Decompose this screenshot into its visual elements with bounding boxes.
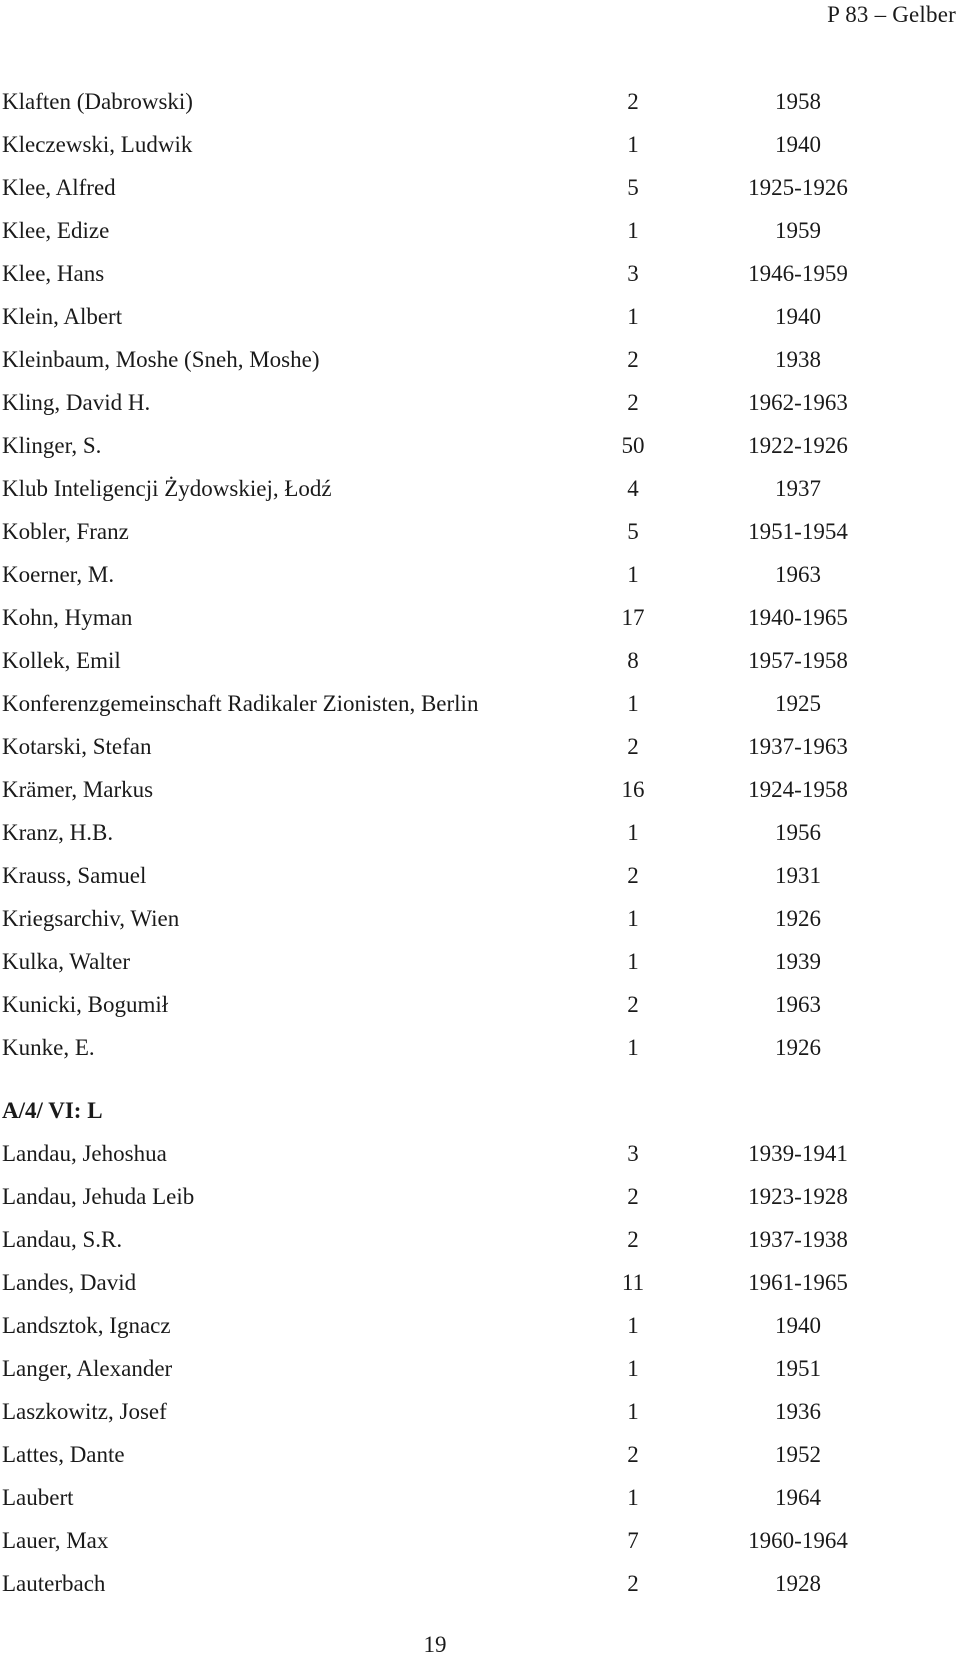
- entry-years: 1922-1926: [748, 433, 848, 458]
- table-row: [0, 641, 960, 684]
- entry-name: Kulka, Walter: [2, 949, 131, 974]
- entry-count: 1: [627, 820, 639, 845]
- entry-count: 1: [627, 132, 639, 157]
- entry-count: 1: [627, 304, 639, 329]
- entry-name: Klub Inteligencji Żydowskiej, Łodź: [2, 476, 332, 501]
- entry-name: Klee, Edize: [2, 218, 110, 243]
- table-row: [0, 211, 960, 254]
- entry-name: Kobler, Franz: [2, 519, 129, 544]
- entry-years: 1956: [775, 820, 821, 845]
- entry-count: 11: [621, 1270, 645, 1295]
- entry-name: Kotarski, Stefan: [2, 734, 152, 759]
- entry-count: 1: [627, 562, 639, 587]
- table-row: [0, 942, 960, 985]
- table-row: [0, 340, 960, 383]
- table-row: [0, 82, 960, 125]
- entry-name: Lattes, Dante: [2, 1442, 125, 1467]
- table-row: [0, 168, 960, 211]
- entry-count: 2: [627, 863, 639, 888]
- entry-count: 5: [627, 519, 639, 544]
- table-row: [0, 1478, 960, 1521]
- entry-count: 5: [627, 175, 639, 200]
- table-row: [0, 1134, 960, 1177]
- entry-years: 1940-1965: [748, 605, 848, 630]
- entry-years: 1925-1926: [748, 175, 848, 200]
- entry-count: 1: [627, 691, 639, 716]
- entry-count: 2: [627, 992, 639, 1017]
- entry-count: 1: [627, 1356, 639, 1381]
- table-row: [0, 813, 960, 856]
- table-row: [0, 1028, 960, 1071]
- entry-count: 1: [627, 1313, 639, 1338]
- table-row: [0, 1349, 960, 1392]
- entry-name: Landau, Jehuda Leib: [2, 1184, 195, 1209]
- entry-name: Klee, Alfred: [2, 175, 116, 200]
- entry-count: 2: [627, 1227, 639, 1252]
- table-row: [0, 1521, 960, 1564]
- entry-count: 2: [627, 390, 639, 415]
- entry-years: 1957-1958: [748, 648, 848, 673]
- entry-name: Klee, Hans: [2, 261, 105, 286]
- entry-years: 1937-1938: [748, 1227, 848, 1252]
- entry-count: 1: [627, 949, 639, 974]
- entry-count: 3: [627, 261, 639, 286]
- group-l: [0, 1134, 960, 1607]
- group-l-rows: [0, 1134, 960, 1607]
- entry-count: 1: [627, 218, 639, 243]
- entry-count: 17: [621, 605, 645, 630]
- table-row: [0, 1564, 960, 1607]
- table-row: [0, 899, 960, 942]
- entry-years: 1925: [775, 691, 821, 716]
- table-row: [0, 1435, 960, 1478]
- entry-years: 1939: [775, 949, 821, 974]
- entry-years: 1937-1963: [748, 734, 848, 759]
- section-heading-label: A/4/ VI: L: [2, 1098, 103, 1123]
- entry-name: Langer, Alexander: [2, 1356, 173, 1381]
- entry-years: 1963: [775, 992, 821, 1017]
- entry-years: 1952: [775, 1442, 821, 1467]
- entry-years: 1940: [775, 132, 821, 157]
- entry-years: 1937: [775, 476, 821, 501]
- table-row: [0, 856, 960, 899]
- table-row: [0, 1177, 960, 1220]
- entry-years: 1940: [775, 1313, 821, 1338]
- entry-years: 1959: [775, 218, 821, 243]
- table-row: [0, 125, 960, 168]
- table-row: [0, 469, 960, 512]
- entry-count: 1: [627, 1035, 639, 1060]
- table-row: [0, 1220, 960, 1263]
- entry-years: 1963: [775, 562, 821, 587]
- entry-years: 1964: [775, 1485, 821, 1510]
- table-row: [0, 727, 960, 770]
- entry-name: Kollek, Emil: [2, 648, 121, 673]
- entry-years: 1936: [775, 1399, 821, 1424]
- entry-count: 2: [627, 1442, 639, 1467]
- entry-years: 1962-1963: [748, 390, 848, 415]
- entry-name: Landau, S.R.: [2, 1227, 123, 1252]
- entry-years: 1923-1928: [748, 1184, 848, 1209]
- entry-name: Laubert: [2, 1485, 74, 1510]
- entry-years: 1940: [775, 304, 821, 329]
- entry-years: 1951: [775, 1356, 821, 1381]
- entry-name: Klaften (Dabrowski): [2, 89, 193, 114]
- entry-count: 1: [627, 1399, 639, 1424]
- entry-count: 7: [627, 1528, 639, 1553]
- entry-count: 2: [627, 1184, 639, 1209]
- entry-count: 1: [627, 1485, 639, 1510]
- entry-name: Landes, David: [2, 1270, 137, 1295]
- table-row: [0, 1306, 960, 1349]
- entry-years: 1946-1959: [748, 261, 848, 286]
- entry-years: 1960-1964: [748, 1528, 848, 1553]
- group-k-rows: [0, 82, 960, 1071]
- entry-name: Klein, Albert: [2, 304, 123, 329]
- entry-years: 1924-1958: [748, 777, 848, 802]
- entry-years: 1951-1954: [748, 519, 848, 544]
- entry-name: Kunicki, Bogumił: [2, 992, 169, 1017]
- entry-count: 2: [627, 1571, 639, 1596]
- table-row: [0, 1392, 960, 1435]
- table-row: [0, 1263, 960, 1306]
- entry-count: 2: [627, 734, 639, 759]
- entry-name: Krämer, Markus: [2, 777, 154, 802]
- entry-name: Kriegsarchiv, Wien: [2, 906, 180, 931]
- table-row: [0, 512, 960, 555]
- entry-count: 4: [627, 476, 639, 501]
- entry-name: Kleinbaum, Moshe (Sneh, Moshe): [2, 347, 320, 372]
- entry-count: 2: [627, 347, 639, 372]
- entry-name: Kranz, H.B.: [2, 820, 114, 845]
- entry-count: 2: [627, 89, 639, 114]
- entry-name: Klinger, S.: [2, 433, 102, 458]
- entry-years: 1926: [775, 906, 821, 931]
- entry-name: Kling, David H.: [2, 390, 151, 415]
- entry-name: Konferenzgemeinschaft Radikaler Zionisten, Berlin: [2, 691, 479, 716]
- table-row: [0, 985, 960, 1028]
- entry-name: Krauss, Samuel: [2, 863, 147, 888]
- section-heading: [0, 1071, 960, 1134]
- group-k: [0, 82, 960, 1071]
- entry-name: Lauterbach: [2, 1571, 106, 1596]
- entry-count: 1: [627, 906, 639, 931]
- running-header: P 83 – Gelber: [827, 2, 956, 27]
- entry-years: 1926: [775, 1035, 821, 1060]
- table-row: [0, 598, 960, 641]
- entry-name: Laszkowitz, Josef: [2, 1399, 167, 1424]
- table-row: [0, 555, 960, 598]
- entry-count: 8: [627, 648, 639, 673]
- table-row: [0, 254, 960, 297]
- table-row: [0, 383, 960, 426]
- entry-name: Kleczewski, Ludwik: [2, 132, 193, 157]
- entry-name: Kohn, Hyman: [2, 605, 133, 630]
- entry-years: 1939-1941: [748, 1141, 848, 1166]
- page-number: 19: [423, 1632, 447, 1657]
- entry-name: Landsztok, Ignacz: [2, 1313, 171, 1338]
- entry-name: Lauer, Max: [2, 1528, 109, 1553]
- entry-years: 1931: [775, 863, 821, 888]
- table-row: [0, 770, 960, 813]
- entry-count: 50: [621, 433, 645, 458]
- entry-name: Landau, Jehoshua: [2, 1141, 167, 1166]
- table-row: [0, 297, 960, 340]
- entry-name: Koerner, M.: [2, 562, 115, 587]
- entry-count: 16: [621, 777, 645, 802]
- table-row: [0, 426, 960, 469]
- entry-years: 1928: [775, 1571, 821, 1596]
- archive-listing: [0, 82, 960, 1607]
- entry-count: 3: [627, 1141, 639, 1166]
- table-row: [0, 684, 960, 727]
- entry-years: 1938: [775, 347, 821, 372]
- entry-name: Kunke, E.: [2, 1035, 95, 1060]
- entry-years: 1961-1965: [748, 1270, 848, 1295]
- entry-years: 1958: [775, 89, 821, 114]
